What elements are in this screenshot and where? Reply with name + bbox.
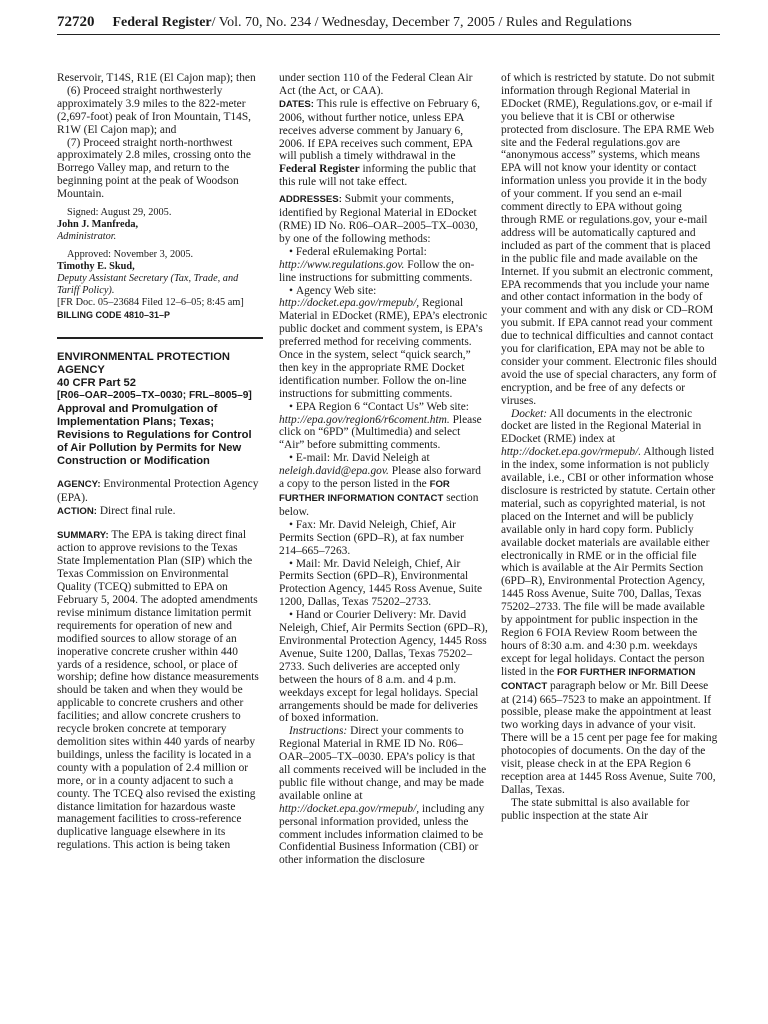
column-3 <box>501 72 718 1016</box>
docket-link[interactable]: http://docket.epa.gov/rmepub/. <box>501 446 642 459</box>
boundary-step-6: (6) Proceed straight northwesterly approximately 3.9 miles to the 822-meter (2,697-foot) peak of Iron Mountain, T14S, R1W (El Cajon map); and <box>57 84 252 136</box>
addresses-paragraph <box>279 193 488 246</box>
method-label: Agency Web site: <box>295 284 377 297</box>
signer-2-title: Deputy Assistant Secretary (Tax, Trade, and Tariff Policy). <box>57 273 239 297</box>
instructions-label: Instructions: <box>289 725 348 738</box>
agency-label: AGENCY: <box>57 478 101 490</box>
summary-paragraph <box>57 529 263 853</box>
federal-register-ref: Federal Register <box>279 163 360 176</box>
dates-paragraph <box>279 98 488 189</box>
action-text: Direct final rule. <box>99 504 176 517</box>
cfr-part: 40 CFR Part 52 <box>57 376 136 389</box>
summary-label: SUMMARY: <box>57 529 109 541</box>
rme-link-2[interactable]: http://docket.epa.gov/rmepub/, <box>279 802 420 815</box>
rule-title: Approval and Promulgation of Implementation Plans; Texas; Revisions to Regulations for Control of Air Pollution by Permits for New Construction or Modification <box>57 402 252 467</box>
column-1 <box>57 72 263 1016</box>
instructions-text-end: including any personal information provided, unless the comment includes information claimed to be Confidential Business Information (CBI) or other information the disclosure <box>279 802 485 867</box>
method-agency-web <box>279 285 488 401</box>
docket-paragraph <box>501 408 718 797</box>
method-text: Please also forward a copy to the person listed in the <box>279 465 481 491</box>
issue-info: / Vol. 70, No. 234 / Wednesday, December 7, 2005 / Rules and Regulations <box>211 15 632 30</box>
publication-name: Federal Register <box>112 15 212 30</box>
method-label: Federal eRulemaking Portal: <box>295 245 427 258</box>
email-link[interactable]: neleigh.david@epa.gov. <box>279 465 389 478</box>
addresses-text: Submit your comments, identified by Regional Material in EDocket (RME) ID No. R06–OAR–2005–TX–0030, by one of the following methods: <box>279 193 479 245</box>
billing-code: BILLING CODE 4810–31–P <box>57 310 171 321</box>
method-erulemaking <box>279 246 488 285</box>
method-email <box>279 452 488 519</box>
signed-date: Signed: August 29, 2005. <box>67 207 172 219</box>
signer-1-title: Administrator. <box>57 231 117 243</box>
action-label: ACTION: <box>57 505 97 517</box>
instructions-text: Direct your comments to Regional Material in RME ID No. R06–OAR–2005–TX–0030. EPA’s policy is that all comments received will be included in the public file without change, and may be made available online at <box>279 725 487 802</box>
fr-doc-line: [FR Doc. 05–23684 Filed 12–6–05; 8:45 am] <box>57 297 244 309</box>
further-info-ref-2: FOR FURTHER INFORMATION CONTACT <box>501 666 696 692</box>
column-2 <box>279 72 488 1016</box>
running-header <box>57 10 717 34</box>
approved-date: Approved: November 3, 2005. <box>67 249 194 261</box>
method-hand-delivery: • Hand or Courier Delivery: Mr. David Neleigh, Chief, Air Permits Section (6PD–R), Environmental Protection Agency, 1445 Ross Avenue, Suite 1200, Dallas, Texas 75202–2733. Such deliveries are accepted only between the hours of 8 a.m. and 4 p.m. weekdays except for legal holidays. Special arrangements should be made for deliveries of boxed information. <box>279 609 488 725</box>
method-text: Please click on “6PD” (Multimedia) and select “Air” before submitting comments. <box>279 413 482 452</box>
method-region6-web <box>279 401 488 453</box>
method-label: EPA Region 6 “Contact Us” Web site: <box>295 400 469 413</box>
summary-text: The EPA is taking direct final action to approve revisions to the Texas State Implementation Plan (SIP) which the Texas Commission on Environmental Quality (TCEQ) submitted to EPA on February 5, 2004. The adopted amendments revise minimum distance limitation permit requirements for operation of new and modified sources to allow storage of an inoperative concrete crusher within 440 yards of a residence, school, or place of worship; define how distance measurements should be taken and when they would be applicable to concrete crushers and other facilities; and allow concrete crushers to recycle broken concrete at temporary demolition sites within 440 yards of nearby buildings, unless the facility is located in a county with a population of 2.4 million or more, or in a county adjacent to such a county. The TCEQ also revised the existing distance limitation for hazardous waste management facilities to cross-reference duplicative language elsewhere in its regulations. This action is being taken <box>57 528 259 852</box>
docket-label: Docket: <box>511 407 548 420</box>
instructions-continuation: of which is restricted by statute. Do not submit information through Regional Material in EDocket (RME), Regulations.gov, or e-mail if you believe that it is CBI or otherwise protected from disclosure. The EPA RME Web site and the Federal regulations.gov are “anonymous access” systems, which means EPA will not know your identity or contact information unless you provide it in the body of your comment. If you send an e-mail comment directly to EPA without going through RME or regulations.gov, your e-mail address will be automatically captured and included as part of the comment that is placed in the public file and made available on the Internet. If you submit an electronic comment, EPA recommends that you include your name and other contact information in the body of your comment and with any disk or CD–ROM you submit. If EPA cannot read your comment due to technical difficulties and cannot contact you for clarification, EPA may not be able to consider your comment. Electronic files should avoid the use of special characters, any form of encryption, and be free of any defects or viruses. <box>501 72 717 407</box>
section-divider <box>57 337 263 339</box>
method-fax: • Fax: Mr. David Neleigh, Chief, Air Permits Section (6PD–R), at fax number 214–665–7263. <box>279 519 488 558</box>
agency-line <box>57 478 263 505</box>
method-text: Follow the on-line instructions for submitting comments. <box>279 258 475 284</box>
boundary-step-7: (7) Proceed straight north-northwest approximately 2.8 miles, crossing onto the Borrego Valley map, and return to the beginning point at the peak of Woodson Mountain. <box>57 136 251 201</box>
agency-heading: ENVIRONMENTAL PROTECTION AGENCY <box>57 350 230 376</box>
dates-text-end: informing the public that this rule will not take effect. <box>279 163 477 189</box>
addresses-label: ADDRESSES: <box>279 194 342 206</box>
signer-2-name: Timothy E. Skud, <box>57 261 135 273</box>
region6-link[interactable]: http://epa.gov/region6/r6coment.htm. <box>279 413 450 426</box>
regulations-gov-link[interactable]: http://www.regulations.gov. <box>279 258 405 271</box>
docket-id: [R06–OAR–2005–TX–0030; FRL–8005–9] <box>57 389 252 401</box>
page-number: 72720 <box>57 14 95 30</box>
agency-text: Environmental Protection Agency (EPA). <box>57 477 259 504</box>
boundary-continuation: Reservoir, T14S, R1E (El Cajon map); then <box>57 72 256 84</box>
state-submittal-paragraph: The state submittal is also available for public inspection at the state Air <box>501 796 690 822</box>
action-line <box>57 505 263 519</box>
method-text-end: section below. <box>279 492 479 518</box>
docket-text-mid: Although listed in the index, some information is not publicly available, i.e., CBI or other information whose disclosure is restricted by statute. Certain other material, such as copyrighted material, is not placed on the Internet and will be publicly available only in hard copy form. Publicly available docket materials are available either electronically in RME or in the official file which is available at the Air Permits Section (6PD–R), Environmental Protection Agency, 1445 Ross Avenue, Suite 700, Dallas, Texas 75202–2733. The file will be made available by appointment for public inspection in the Region 6 FOIA Review Room between the hours of 8:30 a.m. and 4:30 p.m. weekdays except for legal holidays. Contact the person listed in the <box>501 446 716 678</box>
rme-link[interactable]: http://docket.epa.gov/rmepub/, <box>279 297 420 310</box>
method-label: E-mail: Mr. David Neleigh at <box>295 452 430 465</box>
instructions-paragraph <box>279 725 488 867</box>
dates-label: DATES: <box>279 98 314 110</box>
summary-continuation: under section 110 of the Federal Clean Air Act (the Act, or CAA). <box>279 72 473 97</box>
further-info-ref: FOR FURTHER INFORMATION CONTACT <box>279 479 450 504</box>
docket-text-end: paragraph below or Mr. Bill Deese at (214) 665–7523 to make an appointment. If possible, please make the appointment at least two working days in advance of your visit. There will be a 15 cent per page fee for making photocopies of documents. On the day of the visit, please check in at the EPA Region 6 reception area at 1445 Ross Avenue, Suite 700, Dallas, Texas. <box>501 679 718 796</box>
header-rule <box>57 34 720 35</box>
method-mail: • Mail: Mr. David Neleigh, Chief, Air Permits Section (6PD–R), Environmental Protection Agency, 1445 Ross Avenue, Suite 1200, Dallas, Texas 75202–2733. <box>279 558 488 610</box>
docket-text: All documents in the electronic docket are listed in the Regional Material in EDocket (RME) index at <box>501 407 702 446</box>
method-text: Regional Material in EDocket (RME), EPA’s electronic public docket and comment system, is EPA’s preferred method for receiving comments. Once in the system, select “quick search,” then key in the appropriate RME Docket identification number. Follow the on-line instructions for submitting comments. <box>279 297 488 400</box>
dates-text: This rule is effective on February 6, 2006, without further notice, unless EPA receives adverse comment by January 6, 2006. If EPA receives such comment, EPA will publish a timely withdrawal in the <box>279 97 480 163</box>
signer-1-name: John J. Manfreda, <box>57 219 139 231</box>
